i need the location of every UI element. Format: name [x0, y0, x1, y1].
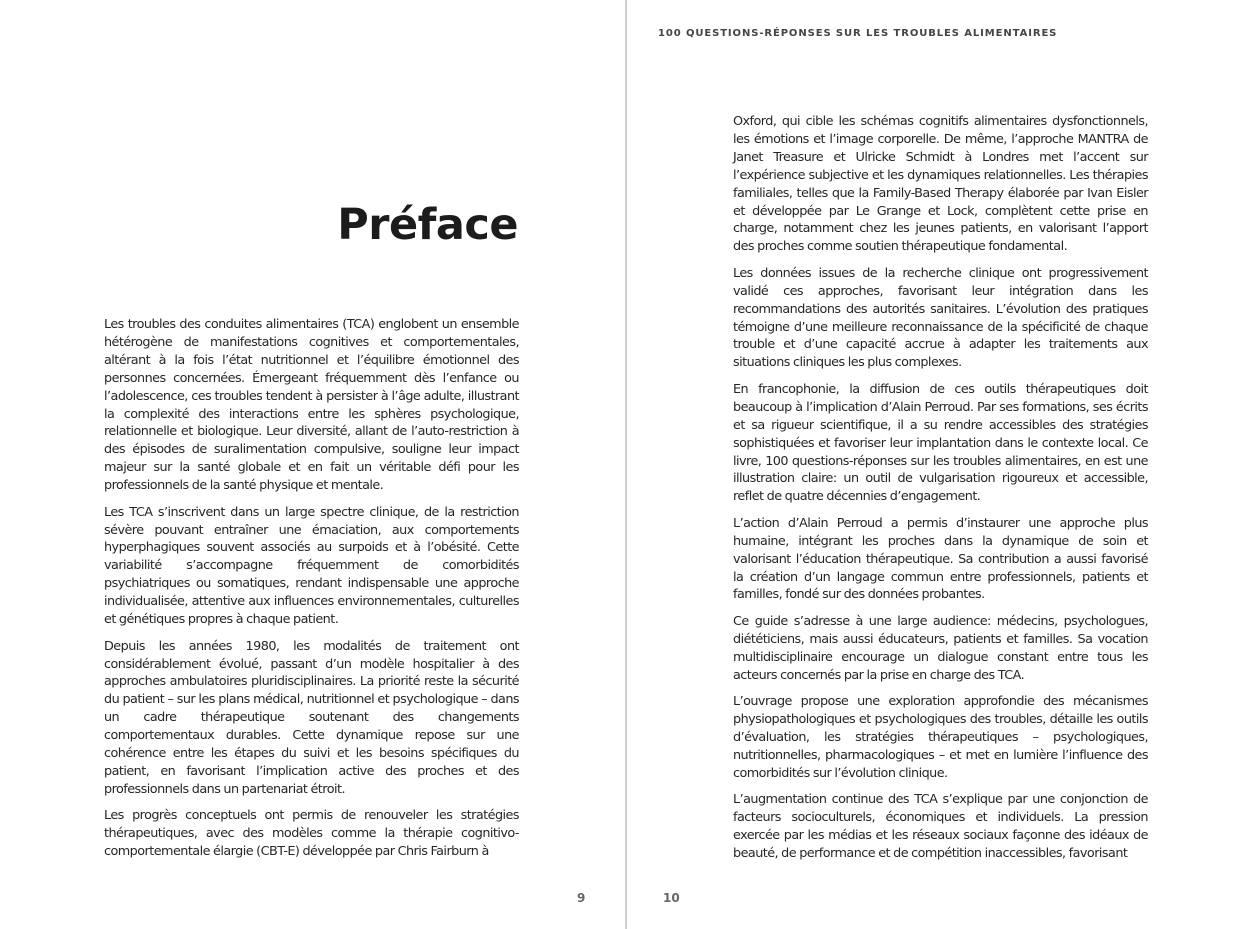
paragraph: Ce guide s’adresse à une large audience: médecins, psychologues, diététiciens, mais aussi éducateurs, patients et familles. Sa vocation multidisciplinaire encourage un dialogue constant entre tous les acteurs concernés par la prise en charge des TCA.	[733, 613, 1148, 683]
right-body-text	[733, 113, 1148, 872]
paragraph: Les TCA s’inscrivent dans un large spectre clinique, de la restriction sévère pouvant entraîner une émaciation, aux comportements hyperphagiques souvent associés au surpoids et à l’obésité. Cette variabilité s’accompagne fréquemment de comorbidités psychiatriques ou somatiques, rendant indispensable une approche individualisée, attentive aux influences environnementales, culturelles et génétiques propres à chaque patient.	[104, 504, 519, 628]
paragraph: L’action d’Alain Perroud a permis d’instaurer une approche plus humaine, intégrant les proches dans la dynamique de soin et valorisant l’éducation thérapeutique. Sa contribution a aussi favorisé la création d’un langage commun entre professionnels, patients et familles, fondé sur des données probantes.	[733, 515, 1148, 603]
paragraph: Les troubles des conduites alimentaires (TCA) englobent un ensemble hétérogène de manifestations cognitives et comportementales, altérant à la fois l’état nutritionnel et l’équilibre émotionnel des personnes concernées. Émergeant fréquemment dès l’enfance ou l’adolescence, ces troubles tendent à persister à l’âge adulte, illustrant la complexité des interactions entre les sphères psychologique, relationnelle et biologique. Leur diversité, allant de l’auto-restriction à des épisodes de suralimentation compulsive, souligne leur impact majeur sur la santé globale et en fait un véritable défi pour les professionnels de la santé physique et mentale.	[104, 317, 519, 494]
paragraph: Oxford, qui cible les schémas cognitifs alimentaires dysfonctionnels, les émotions et l’image corporelle. De même, l’approche MANTRA de Janet Treasure et Ulricke Schmidt à Londres met l’accent sur l’expérience subjective et les dynamiques relationnelles. Les thérapies familiales, telles que la Family-Based Therapy élaborée par Ivan Eisler et développée par Le Grange et Lock, complètent cette prise en charge, notamment chez les jeunes patients, en valorisant l’apport des proches comme soutien thérapeutique fondamental.	[733, 114, 1148, 255]
paragraph: L’ouvrage propose une exploration approfondie des mécanismes physiopathologiques et psychologiques des troubles, détaille les outils d’évaluation, les stratégies thérapeutiques – psychologiques, nutritionnelles, pharmacologiques – et met en lumière l’influence des comorbidités sur l’évolution clinique.	[733, 694, 1148, 781]
paragraph: En francophonie, la diffusion de ces outils thérapeutiques doit beaucoup à l’implication d’Alain Perroud. Par ses formations, ses écrits et sa rigueur scientifique, il a su rendre accessibles des stratégies sophistiquées et favoriser leur implantation dans le contexte local. Ce livre, 100 questions-réponses sur les troubles alimentaires, en est une illustration claire: un outil de vulgarisation rigoureux et accessible, reflet de quatre décennies d’engagement.	[733, 381, 1148, 505]
right-page	[627, 0, 1252, 929]
running-head: 100 QUESTIONS-RÉPONSES SUR LES TROUBLES ALIMENTAIRES	[658, 28, 1058, 39]
left-body-text	[104, 316, 519, 870]
paragraph: Les progrès conceptuels ont permis de renouveler les stratégies thérapeutiques, avec des modèles comme la thérapie cognitivo-comportementale élargie (CBT-E) développée par Chris Fairburn à	[104, 808, 519, 860]
page-title: Préface	[337, 200, 518, 250]
page-number-left: 9	[577, 891, 586, 905]
left-page	[0, 0, 625, 929]
paragraph: Depuis les années 1980, les modalités de traitement ont considérablement évolué, passant d’un modèle hospitalier à des approches ambulatoires pluridisciplinaires. La priorité reste la sécurité du patient – sur les plans médical, nutritionnel et psychologique – dans un cadre thérapeutique soutenant des changements comportementaux durables. Cette dynamique repose sur une cohérence entre les étapes du suivi et les besoins spécifiques du patient, en favorisant l’implication active des proches et des professionnels dans un partenariat étroit.	[104, 638, 519, 797]
paragraph: Les données issues de la recherche clinique ont progressivement validé ces approches, favorisant leur intégration dans les recommandations des autorités sanitaires. L’évolution des pratiques témoigne d’une meilleure reconnaissance de la spécificité de chaque trouble et d’une capacité accrue à adapter les traitements aux situations cliniques les plus complexes.	[733, 265, 1148, 371]
paragraph: L’augmentation continue des TCA s’explique par une conjonction de facteurs socioculturels, économiques et individuels. La pression exercée par les médias et les réseaux sociaux façonne des idéaux de beauté, de performance et de compétition inaccessibles, favorisant	[733, 792, 1148, 861]
page-number-right: 10	[663, 891, 680, 905]
